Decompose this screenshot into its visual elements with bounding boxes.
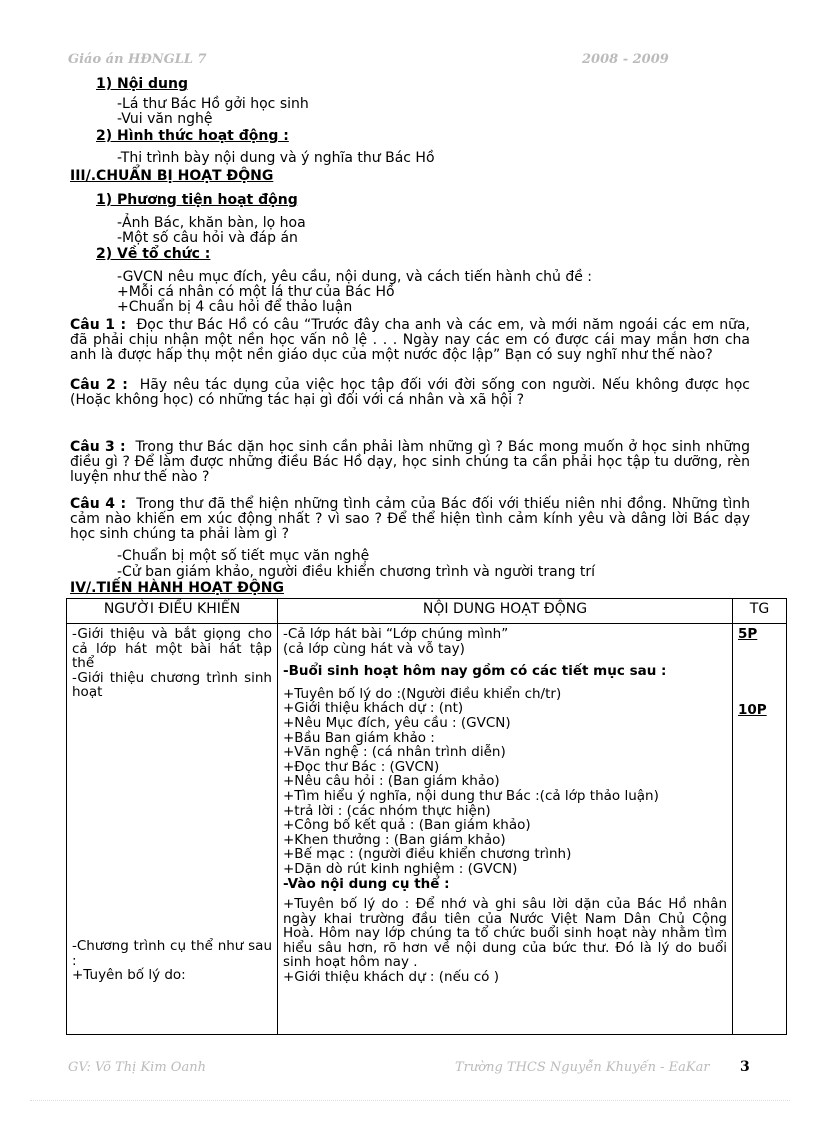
- content-song: -Cả lớp hát bài “Lớp chúng mình”: [283, 626, 509, 642]
- question-3: [70, 440, 750, 485]
- list-item: +Bầu Ban giám khảo :: [283, 729, 435, 746]
- leader-intro-song: -Giới thiệu và bắt giọng cho cả lớp hát một bài hát tập thể: [72, 626, 272, 672]
- time-1: 5P: [738, 626, 758, 642]
- list-item: +Văn nghệ : (cá nhân trình diễn): [283, 744, 506, 761]
- content-guests: +Giới thiệu khách dự : (nếu có ): [283, 969, 499, 986]
- organize-item-3: +Chuẩn bị 4 câu hỏi để thảo luận: [117, 299, 353, 315]
- footer-right: Trường THCS Nguyễn Khuyến - EaKar: [455, 1060, 710, 1075]
- content-cell: [278, 624, 733, 1035]
- list-item: +Khen thưởng : (Ban giám khảo): [283, 831, 506, 848]
- content-heading-program: -Buổi sinh hoạt hôm nay gồm có các tiết mục sau :: [283, 663, 667, 680]
- list-item: +Công bố kết quả : (Ban giám khảo): [283, 817, 531, 834]
- content-song-note: (cả lớp cùng hát và vỗ tay): [283, 640, 465, 657]
- organize-heading: 2) Về tổ chức :: [96, 246, 211, 262]
- question-3-text: Trong thư Bác dặn học sinh cần phải làm những gì ? Bác mong muốn ở học sinh những điều gì ? Để làm được những điều Bác Hồ dạy, học sinh chúng ta cần phải học tập tu dưỡng, rèn luyện như thế nào ?: [70, 439, 751, 485]
- activity-table: [66, 598, 787, 1035]
- form-heading: 2) Hình thức hoạt động :: [96, 128, 289, 144]
- question-1-text: Đọc thư Bác Hồ có câu “Trước đây cha anh và các em, và mới năm ngoái các em nữa, đã phải chịu nhận một nền học vấn nô lệ . . . Ngày nay các em có được cái may mắn hơn cha anh là được hấp thụ một nền giáo dục của một nước độc lập” Bạn có suy nghĩ như thế nào?: [70, 317, 751, 363]
- header-content: NỘI DUNG HOẠT ĐỘNG: [278, 599, 733, 624]
- time-cell: [733, 624, 787, 1035]
- leader-cell: [67, 624, 278, 1035]
- header-left: Giáo án HĐNGLL 7: [68, 52, 207, 67]
- section-3-title: III/.CHUẨN BỊ HOẠT ĐỘNG: [70, 168, 274, 184]
- means-item-1: -Ảnh Bác, khăn bàn, lọ hoa: [117, 215, 306, 231]
- content-item-2: -Vui văn nghệ: [117, 111, 213, 127]
- list-item: +trả lời : (các nhóm thực hiện): [283, 802, 491, 819]
- form-item-1: -Thi trình bày nội dung và ý nghĩa thư Bác Hồ: [117, 150, 435, 166]
- organize-item-2: +Mỗi cá nhân có một lá thư của Bác Hồ: [117, 284, 395, 300]
- time-2: 10P: [738, 702, 767, 718]
- leader-reason: +Tuyên bố lý do:: [72, 967, 186, 984]
- prep-item-1: -Chuẩn bị một số tiết mục văn nghệ: [117, 548, 370, 564]
- question-2-label: Câu 2 :: [70, 377, 128, 393]
- means-item-2: -Một số câu hỏi và đáp án: [117, 230, 298, 246]
- section-4-title: IV/.TIẾN HÀNH HOẠT ĐỘNG: [70, 580, 284, 596]
- header-leader: NGƯỜI ĐIỀU KHIỂN: [67, 599, 278, 624]
- means-heading: 1) Phương tiện hoạt động: [96, 192, 298, 208]
- prep-item-2: -Cử ban giám khảo, người điều khiển chương trình và người trang trí: [117, 564, 596, 580]
- organize-item-1: -GVCN nêu mục đích, yêu cầu, nội dung, và cách tiến hành chủ đề :: [117, 269, 593, 285]
- leader-intro-program: -Giới thiệu chương trình sinh hoạt: [72, 669, 272, 701]
- program-list: [283, 687, 727, 877]
- table-row: [67, 624, 787, 1035]
- table-header-row: [67, 599, 787, 624]
- footer-divider: [30, 1100, 790, 1101]
- question-1-label: Câu 1 :: [70, 317, 127, 333]
- question-2: [70, 378, 750, 408]
- question-4: [70, 497, 750, 542]
- content-heading: 1) Nội dung: [96, 76, 188, 92]
- footer-left: GV: Võ Thị Kim Oanh: [68, 1060, 206, 1075]
- header-time: TG: [733, 599, 787, 624]
- question-4-text: Trong thư đã thể hiện những tình cảm của Bác đối với thiếu niên nhi đồng. Những tình cảm nào khiến em xúc động nhất ? vì sao ? Để thể hiện tình cảm kính yêu và dâng lời Bác dạy học sinh chúng ta phải làm gì ?: [70, 496, 751, 542]
- content-item-1: -Lá thư Bác Hồ gởi học sinh: [117, 96, 309, 112]
- list-item: +Bế mạc : (người điều khiển chương trình): [283, 846, 572, 863]
- content-reason: +Tuyên bố lý do : Để nhớ và ghi sâu lời dặn của Bác Hồ nhân ngày khai trường đầu tiên của Nước Việt Nam Dân Chủ Cộng Hoà. Hôm nay lớp chúng ta tổ chức buổi sinh hoạt này nhằm tìm hiểu sâu hơn, rõ hơn về nội dung của bức thư. Đó là lý do buổi sinh hoạt hôm nay .: [283, 896, 727, 971]
- question-1: [70, 318, 750, 363]
- page-number: 3: [740, 1059, 750, 1075]
- list-item: +Nêu Mục đích, yêu cầu : (GVCN): [283, 714, 511, 731]
- question-4-label: Câu 4 :: [70, 496, 127, 512]
- list-item: +Tìm hiểu ý nghĩa, nội dung thư Bác :(cả lớp thảo luận): [283, 787, 659, 804]
- question-3-label: Câu 3 :: [70, 439, 126, 455]
- list-item: +Nêu câu hỏi : (Ban giám khảo): [283, 773, 500, 790]
- list-item: +Dặn dò rút kinh nghiệm : (GVCN): [283, 860, 518, 877]
- content-heading-detail: -Vào nội dung cụ thể :: [283, 875, 450, 892]
- list-item: +Đọc thư Bác : (GVCN): [283, 758, 440, 775]
- question-2-text: Hãy nêu tác dụng của việc học tập đối với đời sống con người. Nếu không được học (Hoặc không học) có những tác hại gì đối với cá nhân và xã hội ?: [70, 377, 751, 408]
- header-right: 2008 - 2009: [582, 52, 669, 67]
- list-item: +Giới thiệu khách dự : (nt): [283, 700, 464, 717]
- leader-program-detail: -Chương trình cụ thể như sau :: [72, 938, 272, 969]
- list-item: +Tuyên bố lý do :(Người điều khiển ch/tr): [283, 685, 562, 702]
